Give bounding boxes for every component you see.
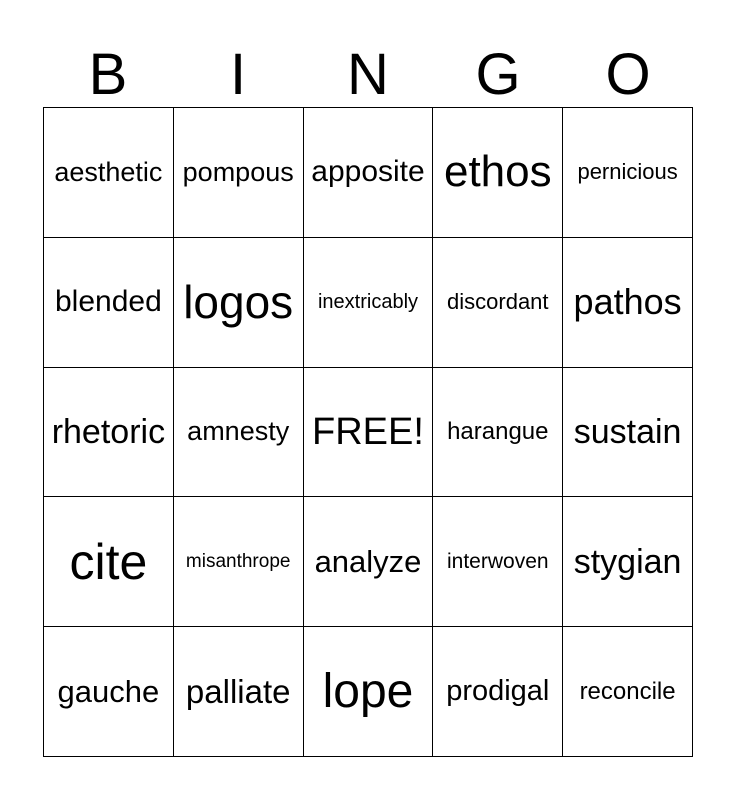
cell-word: apposite (311, 155, 425, 189)
cell-word: pompous (182, 156, 294, 187)
bingo-cell[interactable] (174, 497, 304, 627)
cell-word: sustain (573, 412, 682, 451)
bingo-cell[interactable] (563, 238, 693, 368)
bingo-cell[interactable] (174, 627, 304, 757)
header-letter-i: I (229, 42, 247, 107)
cell-word: gauche (57, 674, 160, 710)
cell-word: rhetoric (51, 412, 166, 451)
cell-word: FREE! (312, 410, 424, 453)
header-letter-b: B (88, 42, 128, 107)
cell-word: prodigal (446, 675, 550, 708)
bingo-cell[interactable] (174, 368, 304, 498)
bingo-cell[interactable] (304, 108, 434, 238)
bingo-cell[interactable] (563, 627, 693, 757)
cell-word: logos (183, 276, 294, 329)
bingo-cell[interactable] (563, 497, 693, 627)
cell-word: palliate (185, 673, 291, 711)
cell-word: aesthetic (54, 156, 163, 187)
cell-word: inextricably (317, 291, 419, 314)
bingo-cell[interactable] (44, 497, 174, 627)
bingo-cell[interactable] (174, 108, 304, 238)
header-letter-o: O (605, 42, 651, 107)
bingo-cell[interactable] (44, 627, 174, 757)
bingo-cell[interactable] (304, 497, 434, 627)
cell-word: amnesty (187, 416, 290, 447)
header-letter-g: G (475, 42, 521, 107)
bingo-cell[interactable] (174, 238, 304, 368)
bingo-cell[interactable] (563, 368, 693, 498)
cell-word: ethos (443, 147, 552, 197)
header-letter-n: N (347, 42, 389, 107)
bingo-cell[interactable] (304, 627, 434, 757)
bingo-cell[interactable] (44, 368, 174, 498)
bingo-board (43, 107, 693, 757)
cell-word: harangue (447, 417, 549, 445)
bingo-cell[interactable] (433, 108, 563, 238)
cell-word: blended (55, 285, 162, 319)
cell-word: discordant (447, 289, 549, 315)
cell-word: pathos (573, 281, 682, 323)
bingo-header (43, 44, 693, 106)
bingo-cell[interactable] (433, 368, 563, 498)
bingo-cell[interactable] (433, 627, 563, 757)
cell-word: interwoven (447, 550, 549, 574)
cell-word: pernicious (577, 159, 678, 185)
cell-word: lope (322, 664, 414, 718)
cell-word: cite (69, 533, 148, 590)
bingo-cell[interactable] (563, 108, 693, 238)
free-space-cell[interactable] (304, 368, 434, 498)
bingo-cell[interactable] (433, 238, 563, 368)
cell-word: misanthrope (185, 551, 291, 573)
bingo-cell[interactable] (44, 238, 174, 368)
bingo-cell[interactable] (304, 238, 434, 368)
cell-word: analyze (314, 544, 422, 580)
bingo-cell[interactable] (433, 497, 563, 627)
cell-word: stygian (573, 542, 682, 581)
bingo-cell[interactable] (44, 108, 174, 238)
cell-word: reconcile (579, 677, 676, 705)
